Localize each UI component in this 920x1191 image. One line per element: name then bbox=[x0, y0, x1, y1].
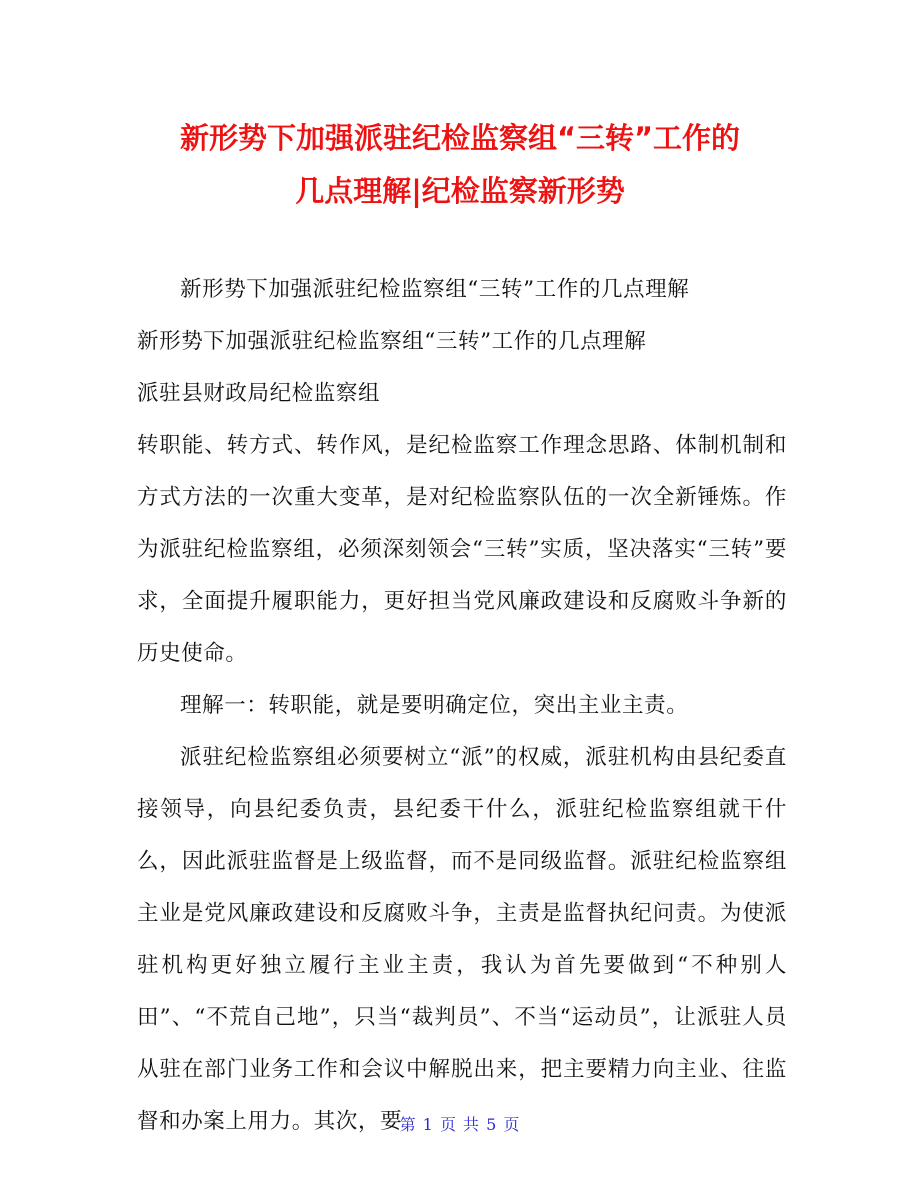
paragraph-intro: 转职能、转方式、转作风，是纪检监察工作理念思路、体制机制和方式方法的一次重大变革，是对纪检监察队伍的一次全新锤炼。作为派驻纪检监察组，必须深刻领会“三转”实质，坚决落实“三转”要求，全面提升履职能力，更好担当党风廉政建设和反腐败斗争新的历史使命。 bbox=[137, 433, 787, 666]
paragraph-heading: 新形势下加强派驻纪检监察组“三转”工作的几点理解 bbox=[137, 329, 647, 354]
paragraph-point-one: 理解一：转职能，就是要明确定位，突出主业主责。 bbox=[180, 693, 689, 718]
paragraph-body: 派驻纪检监察组必须要树立“派”的权威，派驻机构由县纪委直接领导，向县纪委负责，县纪委干什么，派驻纪检监察组就干什么，因此派驻监督是上级监督，而不是同级监督。派驻纪检监察组主业是党风廉政建设和反腐败斗争，主责是监督执纪问责。为使派驻机构更好独立履行主业主责，我认为首先要做到“不种别人田”、“不荒自己地”，只当“裁判员”、不当“运动员”，让派驻人员从驻在部门业务工作和会议中解脱出来，把主要精力向主业、往监督和办案上用力。其次，要 bbox=[137, 745, 787, 1134]
document-title bbox=[100, 112, 820, 218]
page-number-footer: 第 1 页 共 5 页 bbox=[399, 1115, 521, 1134]
paragraph-heading-repeat: 新形势下加强派驻纪检监察组“三转”工作的几点理解 bbox=[180, 277, 690, 302]
title-line-1: 新形势下加强派驻纪检监察组“三转”工作的 bbox=[179, 121, 741, 155]
document-body bbox=[137, 264, 787, 1148]
paragraph-author: 派驻县财政局纪检监察组 bbox=[137, 381, 381, 406]
title-line-2: 几点理解|纪检监察新形势 bbox=[295, 174, 625, 208]
